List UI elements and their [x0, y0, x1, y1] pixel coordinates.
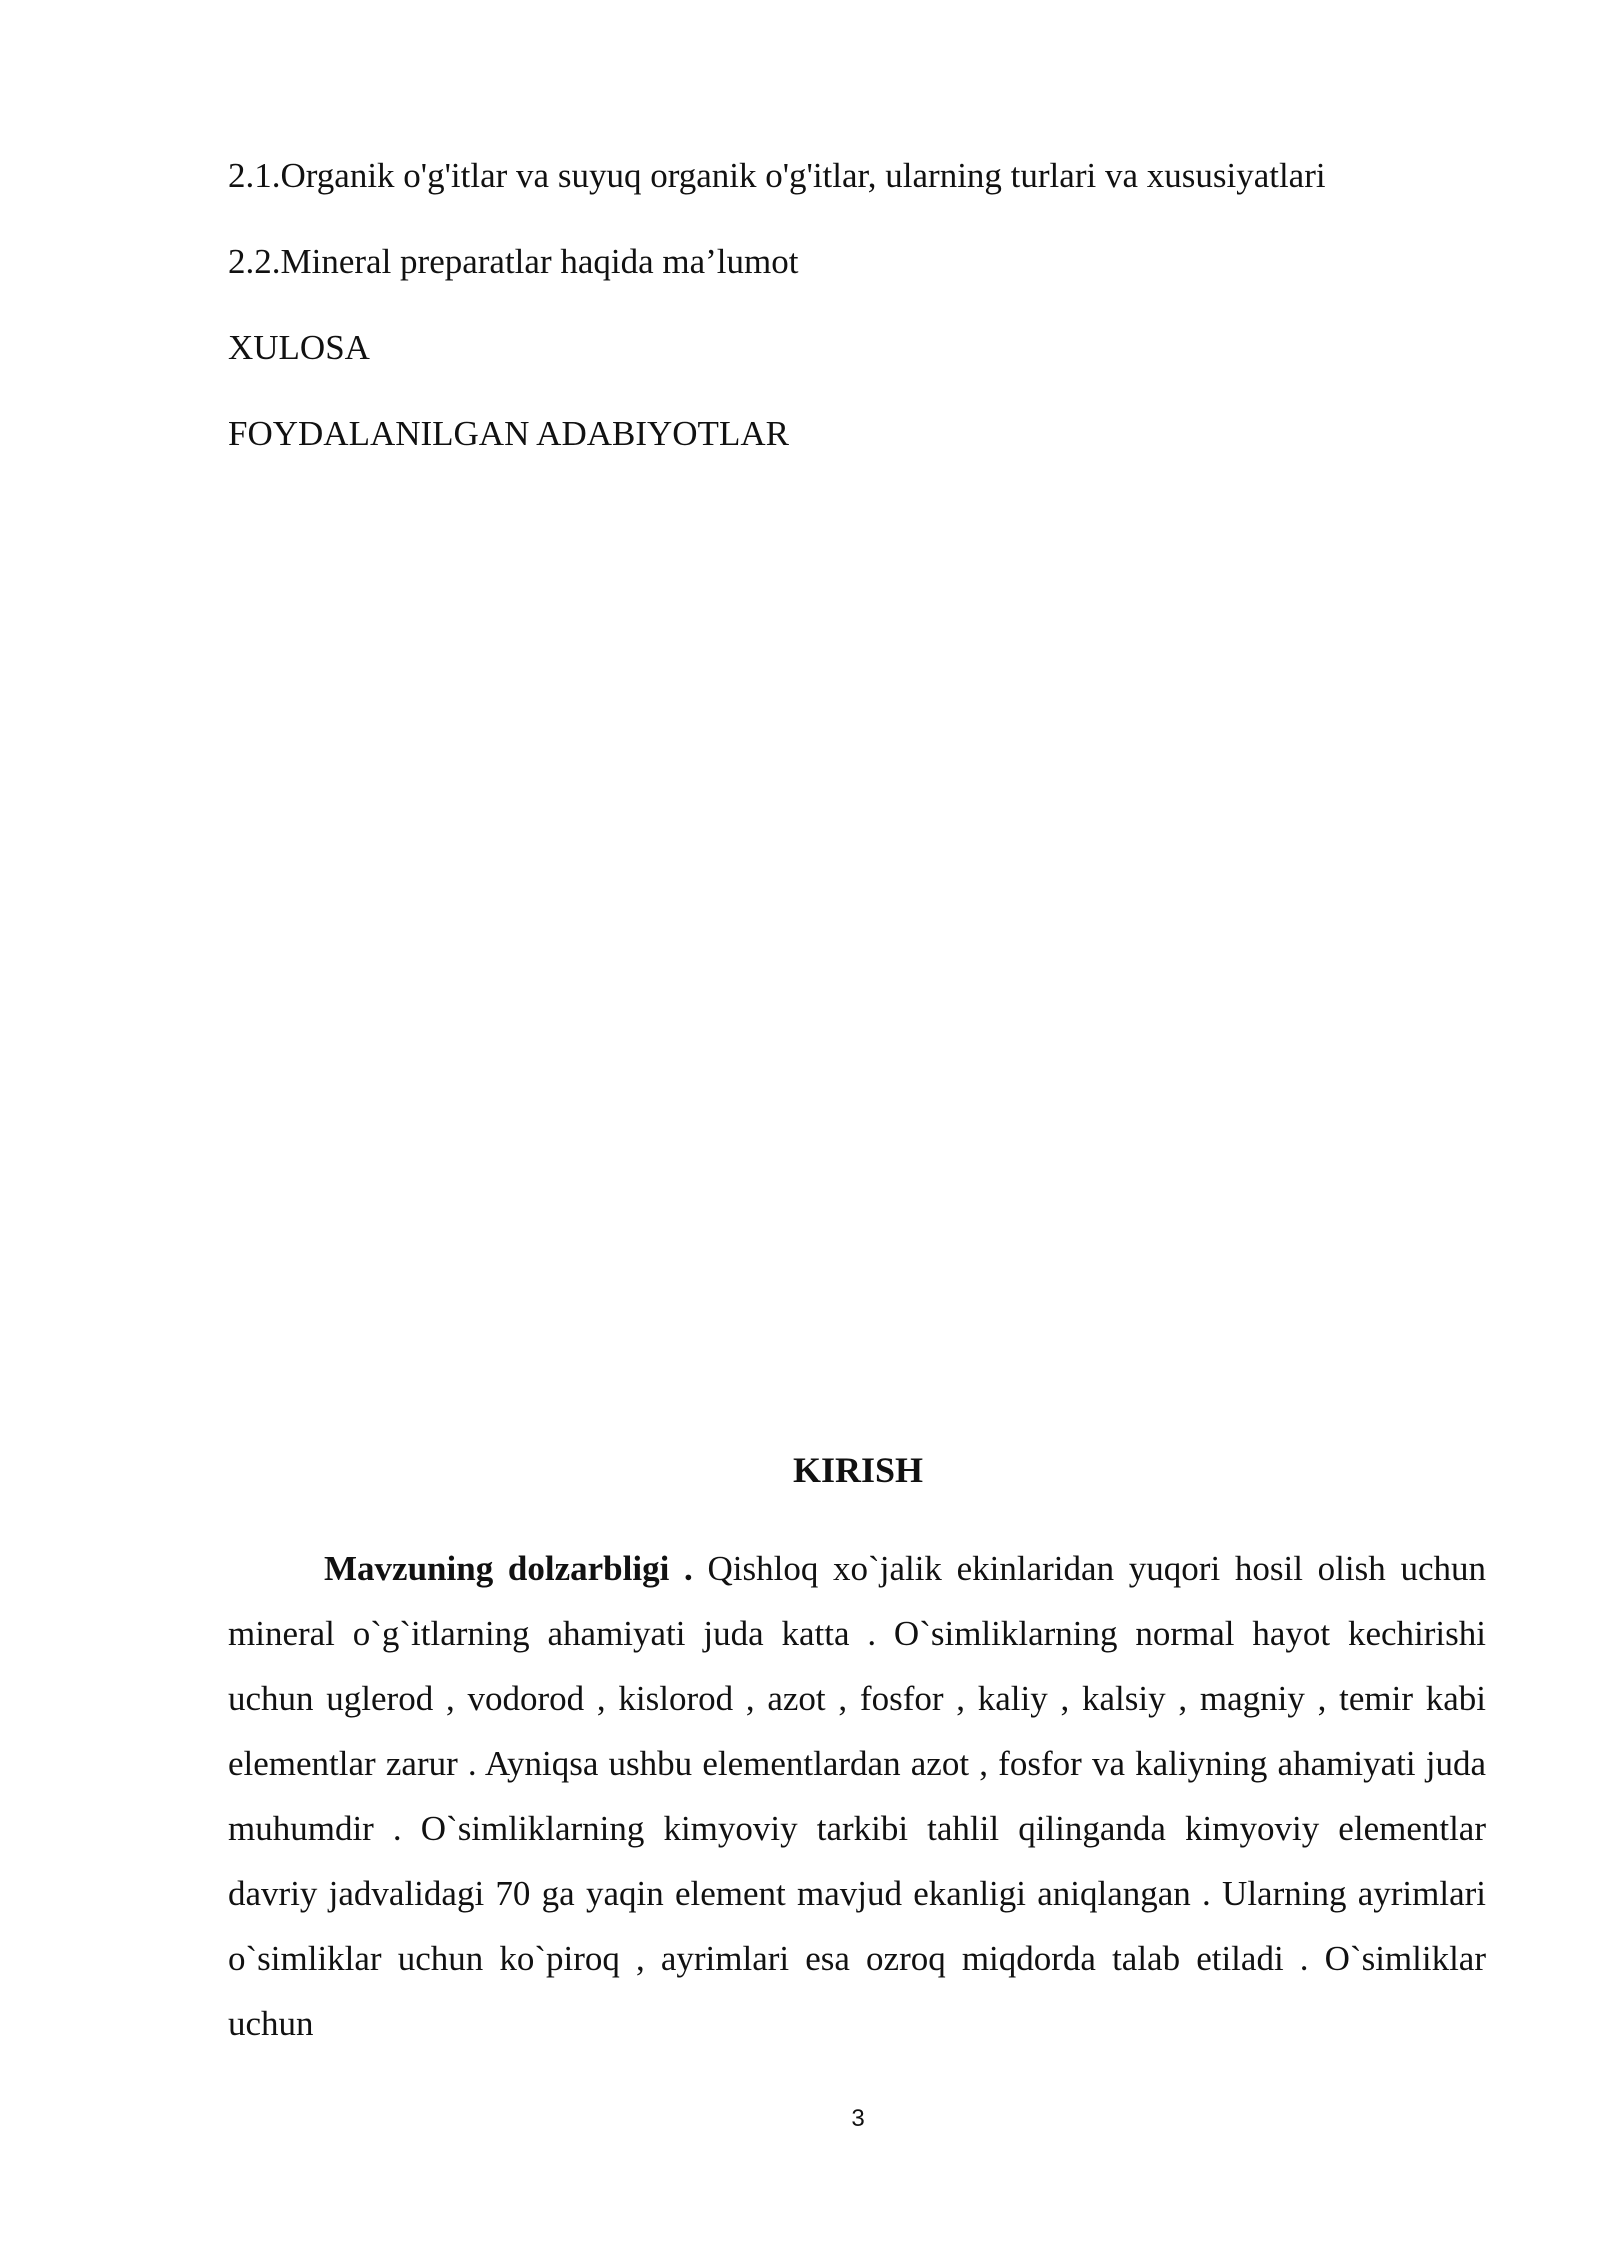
toc-item-2-1: 2.1.Organik o'g'itlar va suyuq organik o'g'itlar, ularning turlari va xususiyatlari — [228, 156, 1326, 195]
toc-item-adabiyotlar: FOYDALANILGAN ADABIYOTLAR — [228, 414, 789, 453]
toc-item-2-2: 2.2.Mineral preparatlar haqida ma’lumot — [228, 242, 799, 281]
section-heading: KIRISH — [792, 1450, 924, 1490]
paragraph-text: Qishloq xo`jalik ekinlaridan yuqori hosil olish uchun mineral o`g`itlarning ahamiyati juda katta . O`simliklarning normal hayot kechirishi uchun uglerod , vodorod , kislorod , azot , fosfor , kaliy , kalsiy , magniy , temir kabi elementlar zarur . Ayniqsa ushbu elementlardan azot , fosfor va kaliyning ahamiyati juda muhumdir . O`simliklarning kimyoviy tarkibi tahlil qilinganda kimyoviy elementlar davriy jadvalidagi 70 ga yaqin element mavjud ekanligi aniqlangan . Ularning ayrimlari o`simliklar uchun ko`piroq , ayrimlari esa ozroq miqdorda talab etiladi . O`simliklar uchun — [228, 1549, 1486, 2043]
paragraph-lead: Mavzuning dolzarbligi . — [324, 1549, 693, 1588]
toc-item-xulosa: XULOSA — [228, 328, 370, 367]
page-number: 3 — [851, 2105, 865, 2132]
body-paragraph — [228, 1536, 1486, 2056]
